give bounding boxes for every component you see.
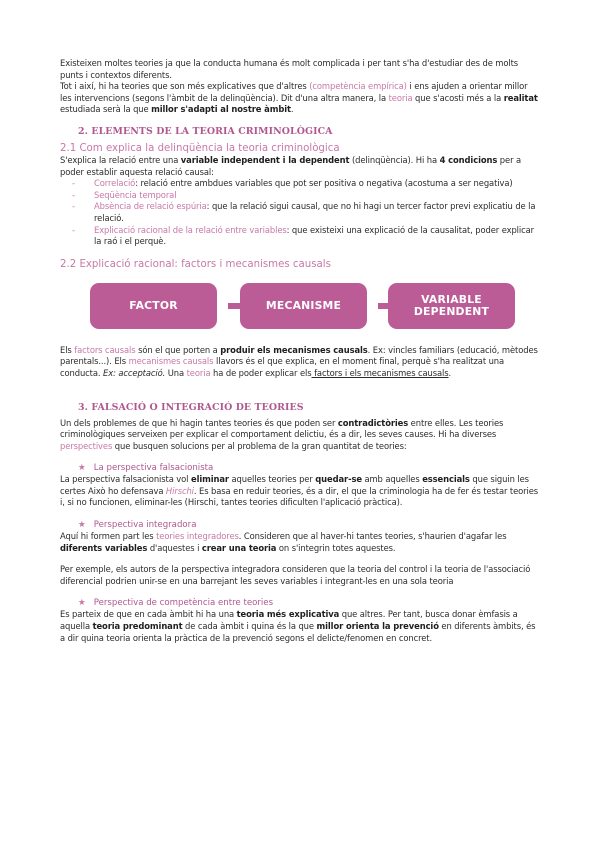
falsacionista-paragraph: La perspectiva falsacionista vol eliminar aquelles teories per quedar-se amb aquelles essencials que siguin les certes Això ho defensava Hirschi. Es basa en reduir teories, és a dir, el que la criminologia ha de fer és testar teories i, si no funcionen, eliminar-les (Hirschi, tantes teories dificulten l'aplicació pràctica). xyxy=(60,474,539,508)
list-item: - Absència de relació espúria: que la relació sigui causal, que no hi hagi un tercer factor previ explicatiu de la relació. xyxy=(72,201,540,224)
section-2-1-paragraph: S'explica la relació entre una variable independent i la dependent (delinqüència). Hi ha 4 condicions per a poder establir aquesta relació causal: xyxy=(60,154,522,177)
section-3-heading: 3. FALSACIÓ O INTEGRACIÓ DE TEORIES xyxy=(78,401,304,413)
section-2-heading: 2. ELEMENTS DE LA TEORIA CRIMINOLÒGICA xyxy=(78,125,333,137)
conditions-list xyxy=(72,178,540,248)
term-teoria: teoria xyxy=(388,92,413,103)
competencia-heading: ★ Perspectiva de competència entre teories xyxy=(78,598,274,609)
empirical-competence: (competència empírica) xyxy=(309,81,407,92)
falsacionista-heading: ★ La perspectiva falsacionista xyxy=(78,463,214,474)
mechanism-box: MECANISME xyxy=(240,283,367,329)
term-realitat: realitat xyxy=(503,92,538,103)
intro-paragraph-2: Tot i així, hi ha teories que son més explicatives que d'altres (competència empírica) i ens ajuden a orientar millor les intervencions (segons l'àmbit de la delinqüència). Dit d'una altra manera, la teoria que s'acosti més a la realitat estudiada serà la que millor s'adapti al nostre àmbit. xyxy=(60,81,538,115)
section-2-2-paragraph: Els factors causals són el que porten a produir els mecanismes causals. Ex: vincles familiars (educació, mètodes parentals...). Els mecanismes causals llavors és el que explica, en el moment final, perquè s'ha realitzat una conducta. Ex: acceptació. Una teoria ha de poder explicar els factors i els mecanismes causals. xyxy=(60,344,538,378)
integradora-paragraph: Aquí hi formen part les teories integradores. Consideren que al haver-hi tantes teories, s'haurien d'agafar les diferents variables d'aquestes i crear una teoria on s'integrin totes aquestes. xyxy=(60,531,507,553)
factor-box: FACTOR xyxy=(90,283,217,329)
integradora-example-paragraph: Per exemple, els autors de la perspectiva integradora consideren que la teoria del control i la teoria de l'associació diferencial podrien unir-se en una barrejant les seves variables i integrant-les en una sola teoria xyxy=(60,564,531,586)
competencia-paragraph: Es parteix de que en cada àmbit hi ha una teoria més explicativa que altres. Per tant, busca donar èmfasis a aquella teoria predominant de cada àmbit i quina és la que millor orienta la prevenció en diferents àmbits, és a dir quina teoria orienta la pràctica de la prevenció segons el delicte/fenomen en concret. xyxy=(60,609,536,643)
star-icon: ★ xyxy=(78,598,86,609)
star-icon: ★ xyxy=(78,520,86,531)
star-icon: ★ xyxy=(78,463,86,474)
integradora-heading: ★ Perspectiva integradora xyxy=(78,520,197,531)
list-item: - Explicació racional de la relació entre variables: que existeixi una explicació de la causalitat, poder explicar la raó i el perquè. xyxy=(72,225,540,248)
causal-diagram xyxy=(60,283,540,333)
term-millor-adapti: millor s'adapti al nostre àmbit xyxy=(151,104,291,115)
subsection-2-1-heading: 2.1 Com explica la delinqüència la teoria criminològica xyxy=(60,142,340,154)
intro-paragraph-1: Existeixen moltes teories ja que la conducta humana és molt complicada i per tant s'ha d'estudiar des de molts punts i contextos diferents. xyxy=(60,58,519,80)
list-item: - Seqüència temporal xyxy=(72,190,540,202)
section-3-paragraph: Un dels problemes de que hi hagin tantes teories és que poden ser contradictòries entre elles. Les teories criminològiques serveixen per explicar el comportament delictiu, és a dir, les seves causes. Hi ha diverses perspectives que busquen solucions per al problema de la gran quantitat de teories: xyxy=(60,417,504,451)
list-item: - Correlació: relació entre ambdues variables que pot ser positiva o negativa (acostuma a ser negativa) xyxy=(72,178,540,190)
dependent-variable-box: VARIABLE DEPENDENT xyxy=(388,283,515,329)
subsection-2-2-heading: 2.2 Explicació racional: factors i mecanismes causals xyxy=(60,258,331,270)
